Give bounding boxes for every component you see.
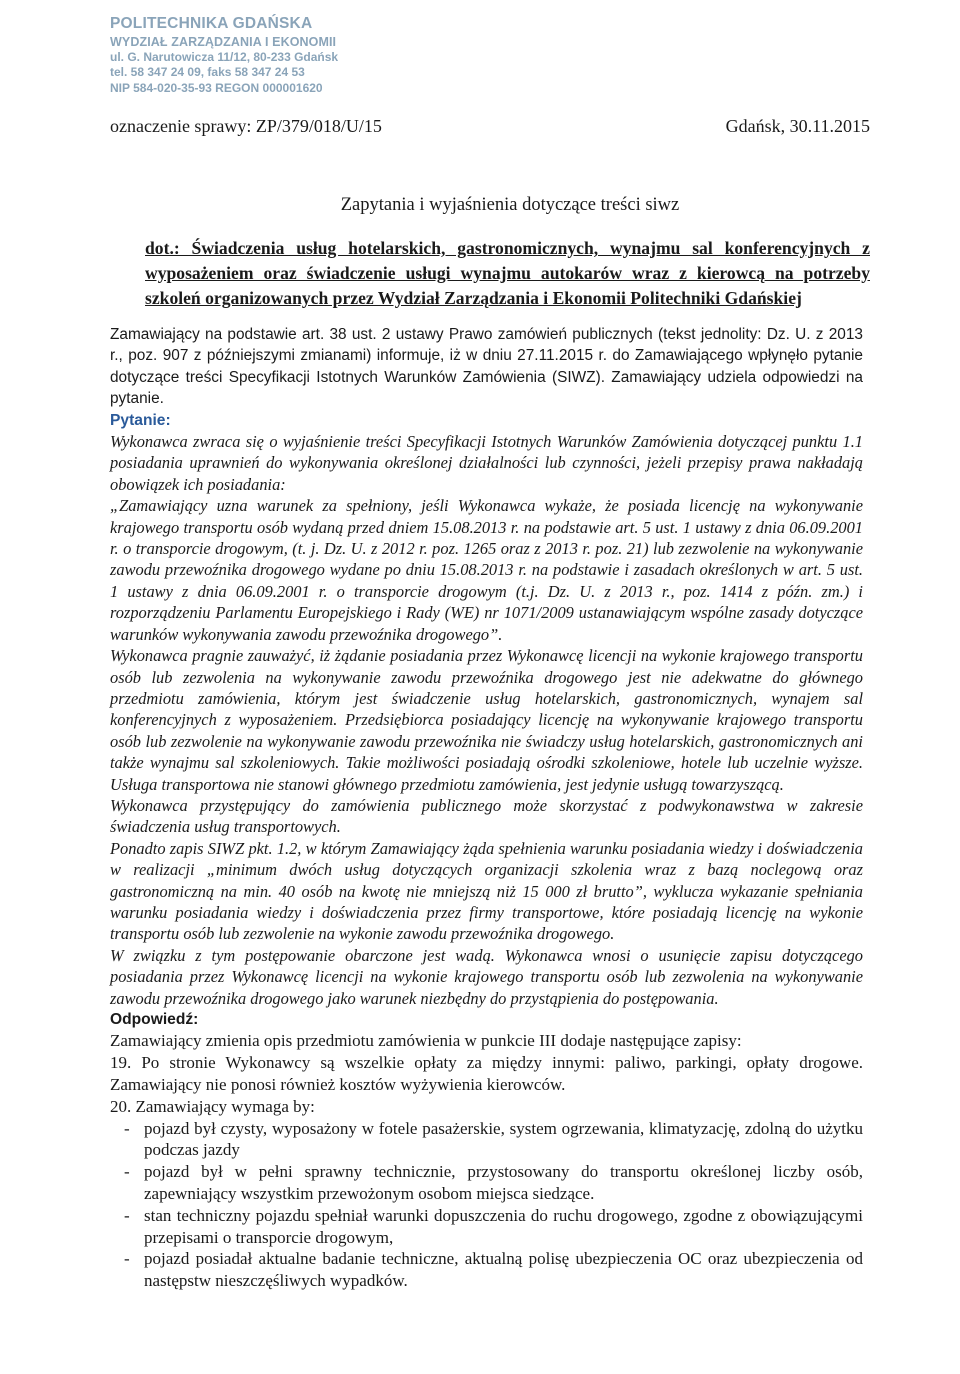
- list-bullet: -: [124, 1162, 130, 1182]
- list-item-text: pojazd posiadał aktualne badanie techniczne, aktualną polisę ubezpieczenia OC oraz ubezpieczenia od następstw nieszczęśliwych wypadków.: [144, 1249, 863, 1291]
- list-bullet: -: [124, 1249, 130, 1269]
- list-item: [124, 1205, 863, 1249]
- requirements-list: [110, 1118, 863, 1292]
- stamp-university-name: POLITECHNIKA GDAŃSKA: [110, 15, 313, 32]
- question-heading: Pytanie:: [110, 411, 171, 429]
- list-item-text: stan techniczny pojazdu spełniał warunki dopuszczenia do ruchu drogowego, zgodne z obowiązującymi przepisami o transporcie drogowym,: [144, 1205, 863, 1247]
- document-body: [110, 324, 863, 1292]
- place-date: Gdańsk, 30.11.2015: [725, 116, 870, 136]
- question-paragraph: Ponadto zapis SIWZ pkt. 1.2, w którym Zamawiający żąda spełnienia warunku posiadania wiedzy i doświadczenia w realizacji „minimum dwóch usług dotyczących organizacji szkolenia wraz z bazą noclegową oraz gastronomiczną na min. 40 osób na kwotę nie mniejszą niż 15 000 zł brutto”, wyklucza wykazanie spełniania warunku posiadania wiedzy i doświadczenia przez firmy transportowe, które posiadają licencję na wykonie transportu osób lub zezwolenie na wykonie zawodu przewoźnika drogowego.: [110, 838, 863, 944]
- question-paragraph: Wykonawca pragnie zauważyć, iż żądanie posiadania przez Wykonawcę licencji na wykonie krajowego transportu osób lub zezwolenia na wykonywanie zawodu przewoźnika drogowego jest nie adekwatne do głównego przedmiotu zamówienia, którym jest świadczenie usług hotelarskich, gastronomicznych, wynajem sal konferencyjnych z wyposażeniem. Przedsiębiorca posiadający licencję na wykonywanie krajowego transportu osób lub zezwolenie na wykonywanie zawodu przewoźnika nie świadczy usług hotelarskich, gastronomicznych ani także wynajmu sal szkoleniowych. Takie możliwości posiadają ośrodki szkoleniowe, hotele lub uczelnie wyższe. Usługa transportowa nie stanowi głównego przedmiotu zamówienia, jest jedynie usługą towarzyszącą.: [110, 646, 863, 794]
- list-item: [124, 1161, 863, 1205]
- list-item: [124, 1248, 863, 1292]
- question-paragraph: Wykonawca zwraca się o wyjaśnienie treści Specyfikacji Istotnych Warunków Zamówienia dotyczącej punktu 1.1 posiadania uprawnień do wykonywania określonej działalności lub czynności, jeżeli przepisy prawa nakładają obowiązek ich posiadania:: [110, 432, 863, 494]
- intro-paragraph: Zamawiający na podstawie art. 38 ust. 2 ustawy Prawo zamówień publicznych (tekst jednolity: Dz. U. z 2013 r., poz. 907 z późniejszymi zmianami) informuje, iż w dniu 27.11.2015 r. do Zamawiającego wpłynęło pytanie dotyczące treści Specyfikacji Istotnych Warunków Zamówienia (SIWZ). Zamawiający udziela odpowiedzi na pytanie.: [110, 326, 863, 408]
- case-header: [110, 116, 870, 137]
- stamp-address: ul. G. Narutowicza 11/12, 80-233 Gdańsk: [110, 49, 339, 64]
- list-bullet: -: [124, 1205, 130, 1225]
- answer-paragraph: 19. Po stronie Wykonawcy są wszelkie opłaty za między innymi: paliwo, parkingi, opłaty drogowe. Zamawiający nie ponosi również kosztów wyżywienia kierowców.: [110, 1053, 863, 1094]
- answer-paragraph: 20. Zamawiający wymaga by:: [110, 1096, 315, 1116]
- list-bullet: -: [124, 1118, 130, 1138]
- stamp-faculty-name: WYDZIAŁ ZARZĄDZANIA I EKONOMII: [110, 34, 337, 49]
- answer-heading: Odpowiedź:: [110, 1011, 199, 1028]
- stamp-nip-regon: NIP 584-020-35-93 REGON 000001620: [110, 80, 323, 95]
- institution-stamp: [110, 14, 350, 96]
- answer-paragraph: Zamawiający zmienia opis przedmiotu zamówienia w punkcie III dodaje następujące zapisy:: [110, 1031, 742, 1051]
- list-item: [124, 1118, 863, 1162]
- case-number: oznaczenie sprawy: ZP/379/018/U/15: [110, 116, 382, 136]
- stamp-phone-fax: tel. 58 347 24 09, faks 58 347 24 53: [110, 65, 305, 80]
- question-paragraph: „Zamawiający uzna warunek za spełniony, jeśli Wykonawca wykaże, że posiada licencję na wykonywanie krajowego transportu osób wydaną przed dniem 15.08.2013 r. na podstawie art. 5 ust. 1 ustawy z dnia 06.09.2001 r. o transporcie drogowym, (t. j. Dz. U. z 2012 r. poz. 1265 oraz z 2013 r. poz. 21) lub zezwolenie na wykonywanie zawodu przewoźnika drogowego wydane po dniu 15.08.2013 r. na podstawie i zasadach określonych w art. 5 ust. 1 ustawy z dnia 06.09.2001 r. o transporcie drogowym (t.j. Dz. U. z 2013 r., poz. 1414 z późn. zm.) i rozporządzeniu Parlamentu Europejskiego i Rady (WE) nr 1071/2009 ustanawiającym wspólne zasady dotyczące warunków wykonywania zawodu przewoźnika drogowego”.: [110, 496, 863, 644]
- question-paragraph: Wykonawca przystępujący do zamówienia publicznego może skorzystać z podwykonawstwa w zakresie świadczenia usług transportowych.: [110, 795, 863, 837]
- list-item-text: pojazd był w pełni sprawny technicznie, przystosowany do transportu określonej liczby osób, zapewniający wszystkim przewożonym osobom miejsca siedzące.: [144, 1162, 863, 1203]
- question-paragraph: W związku z tym postępowanie obarczone jest wadą. Wykonawca wnosi o usunięcie zapisu dotyczącego posiadania przez Wykonawcę licencji na wykonie krajowego transportu osób lub zezwolenia na wykonywanie zawodu przewoźnika drogowego jako warunek niezbędny do przystąpienia do postępowania.: [110, 945, 863, 1008]
- list-item-text: pojazd był czysty, wyposażony w fotele pasażerskie, system ogrzewania, klimatyzację, zdolną do użytku podczas jazdy: [144, 1118, 863, 1160]
- document-subject: dot.: Świadczenia usług hotelarskich, gastronomicznych, wynajmu sal konferencyjnych z wyposażeniem oraz świadczenie usługi wynajmu autokarów wraz z kierowcą na potrzeby szkoleń organizowanych przez Wydział Zarządzania i Ekonomii Politechniki Gdańskiej: [145, 238, 870, 308]
- document-title: Zapytania i wyjaśnienia dotyczące treści siwz: [340, 195, 680, 215]
